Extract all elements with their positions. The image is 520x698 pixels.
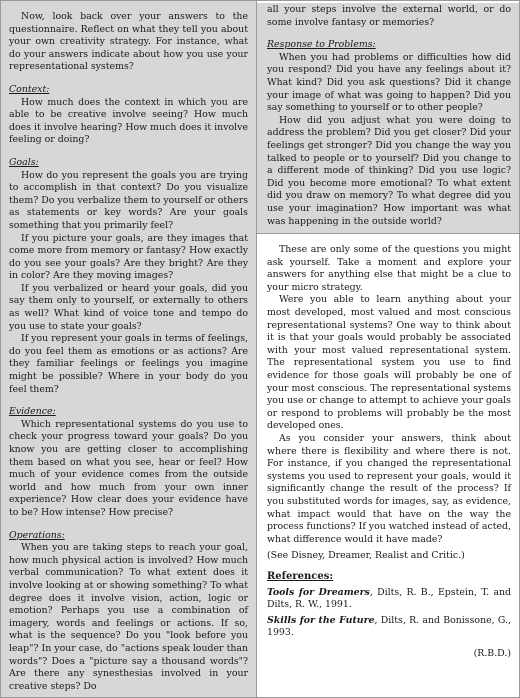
right-column bbox=[257, 1, 519, 697]
context-paragraph: How much does the context in which you are able to be creative involve seeing? How much does it involve hearing? How much does it involve feeling or doing? bbox=[9, 96, 248, 146]
response-paragraph-2: How did you adjust what you were doing to address the problem? Did you get closer? Did your feelings get stronger? Did you change the way you talked to people or to yourself? Did you change to a different mode of thinking? Did you use logic? Did you become more emotional? To what extent did you draw on memory? To what degree did you use your imagination? How important was what was happening in the outside world? bbox=[267, 114, 511, 227]
box-continuation-text: all your steps involve the external world, or do some involve fantasy or memories? bbox=[267, 4, 511, 28]
response-heading: Response to Problems: bbox=[267, 39, 376, 51]
evidence-paragraph: Which representational systems do you use to check your progress toward your goals? Do you know you are getting closer to accomplishing them based on what you see, hear or feel? How much of your evidence comes from the outside world and how much from your own inner experience? How clear does your evidence have to be? How intense? How precise? bbox=[9, 418, 248, 518]
reference-item-2 bbox=[267, 615, 511, 640]
body-paragraph-3: As you consider your answers, think about where there is flexibility and where there is not. For instance, if you changed the representational systems you used to represent your goals, would it significantly change the result of the process? If you substituted words for images, say, as evidence, what impact would that have on the way the process functions? If you watched instead of acted, what difference would it have made? bbox=[267, 433, 511, 545]
body-paragraph-1: These are only some of the questions you might ask yourself. Take a moment and explore your answers for anything else that might be a clue to your micro strategy. bbox=[267, 244, 511, 293]
reference-1-details: , Dilts, R. B., Epstein, T. and Dilts, R. W., 1991. bbox=[267, 586, 511, 611]
response-paragraph-1: When you had problems or difficulties how did you respond? Did you have any feelings about it? What kind? Did you ask questions? Did it change your image of what was going to happen? Did you say something to yourself or to other people? bbox=[267, 51, 511, 114]
body-paragraph-2: Were you able to learn anything about your most developed, most valued and most conscious representational systems? One way to think about it is that your goals would probably be associated with your most valued representational system. The representational system you use to find evidence for those goals will probably be one of your most conscious. The representational systems you use or change to attempt to achieve your goals or respond to problems will probably be the most developed ones. bbox=[267, 294, 511, 432]
reference-2-details: , Dilts, R. and Bonissone, G., 1993. bbox=[267, 614, 512, 639]
sidebar-continuation-box bbox=[257, 3, 519, 234]
reference-item-1 bbox=[267, 587, 511, 612]
intro-paragraph: Now, look back over your answers to the questionnaire. Reflect on what they tell you about your own creativity strategy. For instance, what do your answers indicate about how you use your representational systems? bbox=[9, 11, 248, 73]
author-signature: (R.B.D.) bbox=[473, 647, 511, 659]
goals-heading: Goals: bbox=[9, 156, 39, 168]
goals-paragraph-2: If you picture your goals, are they images that come more from memory or fantasy? How exactly do you see your goals? Are they bright? Are they in color? Are they moving images? bbox=[9, 232, 248, 282]
reference-2-title: Skills for the Future bbox=[267, 614, 375, 626]
operations-paragraph: When you are taking steps to reach your goal, how much physical action is involved? How much verbal communication? To what extent does it involve looking at or showing something? To what degree does it involve vision, action, logic or emotion? Perhaps you use a combination of imagery, words and feelings or actions. If so, what is the sequence? Do you "look before you leap"? In your case, do "actions speak louder than words"? Does a "picture say a thousand words"? Are there any synesthesias involved in your creative steps? Do bbox=[9, 542, 248, 692]
see-also-note: (See Disney, Dreamer, Realist and Critic.) bbox=[267, 550, 465, 562]
evidence-heading: Evidence: bbox=[9, 406, 56, 418]
goals-paragraph-4: If you represent your goals in terms of feelings, do you feel them as emotions or as actions? Are they familiar feelings or feelings you imagine might be possible? Where in your body do you feel them? bbox=[9, 333, 248, 395]
reference-1-title: Tools for Dreamers bbox=[267, 586, 370, 598]
context-heading: Context: bbox=[9, 83, 50, 95]
goals-paragraph-3: If you verbalized or heard your goals, did you say them only to yourself, or externally to others as well? What kind of voice tone and tempo do you use to state your goals? bbox=[9, 282, 248, 332]
operations-heading: Operations: bbox=[9, 529, 65, 541]
left-column-sidebar bbox=[1, 1, 257, 697]
references-heading: References: bbox=[267, 570, 334, 582]
goals-paragraph-1: How do you represent the goals you are trying to accomplish in that context? Do you visualize them? Do you verbalize them to yourself or others as statements or key words? Are your goals something that you primarily feel? bbox=[9, 169, 249, 231]
